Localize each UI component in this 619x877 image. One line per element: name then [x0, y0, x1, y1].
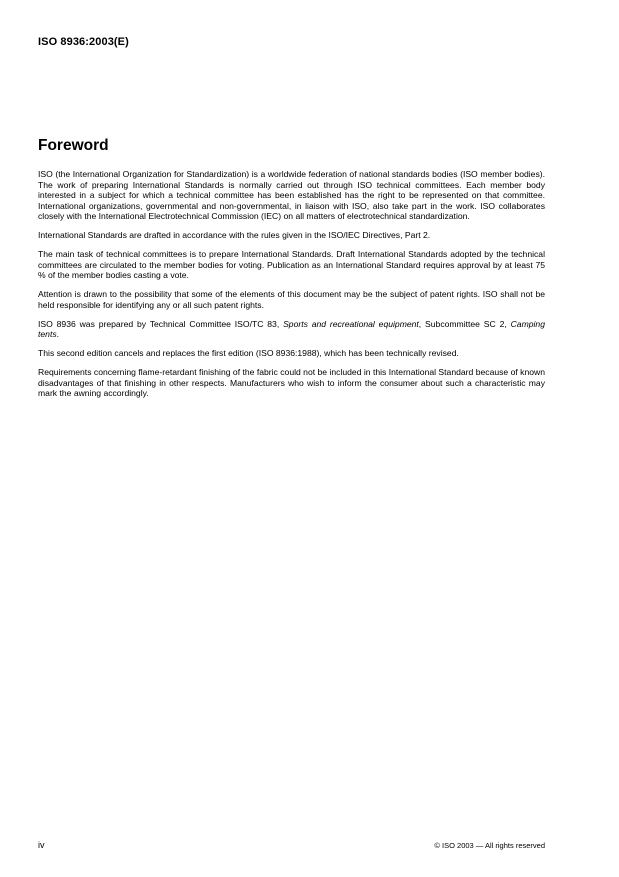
paragraph-edition: This second edition cancels and replaces the first edition (ISO 8936:1988), which has been technically revised.: [38, 348, 459, 358]
paragraph-committees: The main task of technical committees is to prepare International Standards. Draft International Standards adopted by the technical committees are circulated to the member bodies for voting. Publication as an International Standard requires approval by at least 75 % of the member bodies casting a vote.: [38, 249, 545, 280]
prepared-by-mid: , Subcommittee SC 2,: [418, 318, 511, 329]
paragraph-iso-intro: ISO (the International Organization for Standardization) is a worldwide federation of national standards bodies (ISO member bodies). The work of preparing International Standards is normally carried out through ISO technical committees. Each member body interested in a subject for which a technical committee has been established has the right to be represented on that committee. International organizations, governmental and non-governmental, in liaison with ISO, also take part in the work. ISO collaborates closely with the International Electrotechnical Commission (IEC) on all matters of electrotechnical standardization.: [38, 169, 545, 221]
copyright-notice: © ISO 2003 — All rights reserved: [434, 841, 545, 850]
prepared-by-post: .: [56, 329, 60, 339]
paragraph-directives: International Standards are drafted in accordance with the rules given in the ISO/IEC Directives, Part 2.: [38, 230, 431, 240]
paragraph-flame-retardant: Requirements concerning flame-retardant finishing of the fabric could not be included in this International Standard because of known disadvantages of that finishing in other respects. Manufacturers who wish to inform the consumer about such a characteristic may mark the awning accordingly.: [38, 367, 545, 398]
committee-name: Sports and recreational equipment: [283, 318, 419, 329]
paragraph-patent: Attention is drawn to the possibility that some of the elements of this document may be the subject of patent rights. ISO shall not be held responsible for identifying any or all such patent rights.: [38, 289, 545, 310]
paragraph-prepared-by: [38, 319, 545, 340]
subcommittee-name: Camping tents: [38, 318, 545, 339]
foreword-body: [38, 169, 545, 407]
prepared-by-pre: ISO 8936 was prepared by Technical Committee ISO/TC 83,: [38, 318, 284, 329]
page-title: Foreword: [38, 137, 109, 154]
page-number: iv: [38, 840, 45, 850]
document-id: ISO 8936:2003(E): [38, 36, 129, 48]
